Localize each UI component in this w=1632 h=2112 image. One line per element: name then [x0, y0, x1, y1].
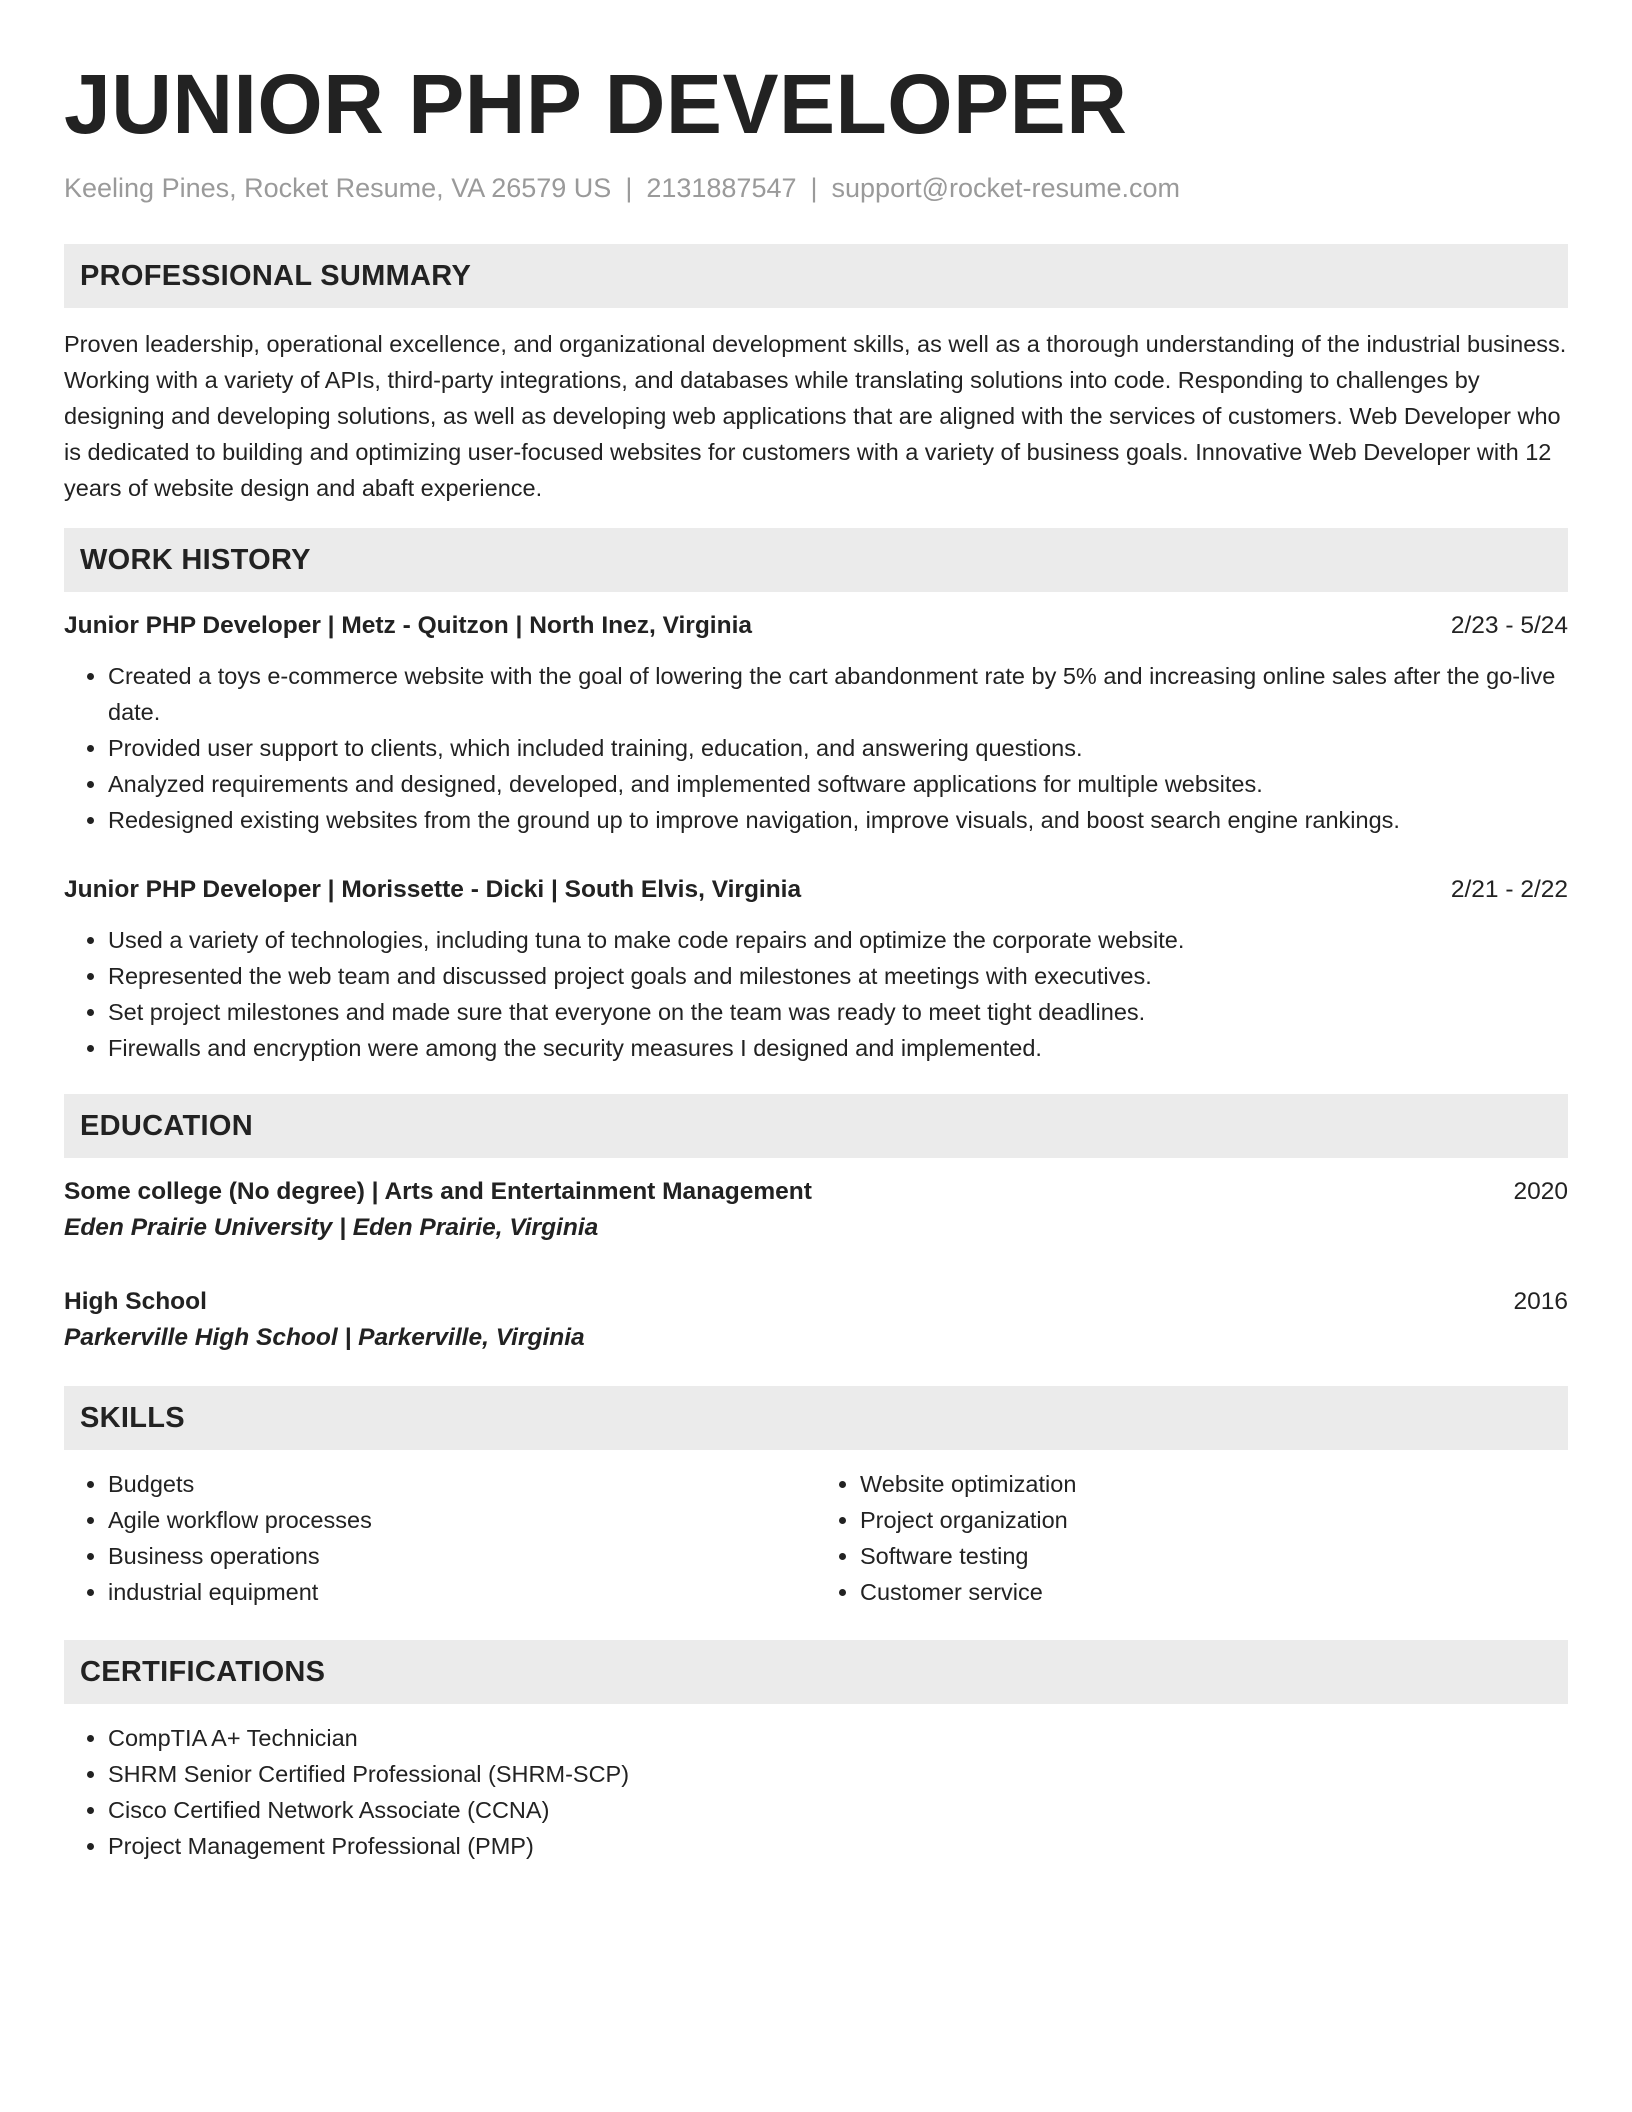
contact-address: Keeling Pines, Rocket Resume, VA 26579 US	[64, 173, 612, 203]
degree-title: High School	[64, 1288, 207, 1315]
education-header	[64, 1284, 1568, 1320]
education-entry	[64, 1284, 1568, 1356]
job-header	[64, 608, 1568, 644]
list-item: • Redesigned existing websites from the ground up to improve navigation, improve visuals, and boost search engine rankings.	[108, 802, 1568, 838]
job-entry	[64, 608, 1568, 838]
skills-column-left	[64, 1466, 816, 1610]
list-item: • Used a variety of technologies, including tuna to make code repairs and optimize the corporate website.	[108, 922, 1568, 958]
job-title: Junior PHP Developer | Metz - Quitzon | North Inez, Virginia	[64, 612, 752, 639]
school-name: Eden Prairie University | Eden Prairie, Virginia	[64, 1214, 599, 1241]
list-item: • Set project milestones and made sure that everyone on the team was ready to meet tight deadlines.	[108, 994, 1568, 1030]
job-bullets	[64, 922, 1568, 1066]
list-item: • Created a toys e-commerce website with the goal of lowering the cart abandonment rate by 5% and increasing online sales after the go-live date.	[108, 658, 1568, 730]
skills-column-right	[816, 1466, 1568, 1610]
school-name: Parkerville High School | Parkerville, Virginia	[64, 1324, 585, 1351]
list-item: • Analyzed requirements and designed, developed, and implemented software applications for multiple websites.	[108, 766, 1568, 802]
education-year: 2016	[1513, 1288, 1568, 1315]
list-item: • Project Management Professional (PMP)	[108, 1828, 1568, 1864]
contact-separator: |	[625, 173, 633, 203]
section-header-skills: SKILLS	[64, 1386, 1568, 1450]
education-year: 2020	[1513, 1178, 1568, 1205]
list-item: • Project organization	[860, 1502, 1568, 1538]
list-item: • Budgets	[108, 1466, 816, 1502]
list-item: • Represented the web team and discussed project goals and milestones at meetings with executives.	[108, 958, 1568, 994]
skills-grid	[64, 1466, 1568, 1610]
contact-email: support@rocket-resume.com	[831, 173, 1181, 203]
education-header	[64, 1174, 1568, 1210]
list-item: • Provided user support to clients, which included training, education, and answering questions.	[108, 730, 1568, 766]
certifications-list	[64, 1720, 1568, 1864]
job-dates: 2/21 - 2/22	[1450, 876, 1568, 903]
list-item: • Agile workflow processes	[108, 1502, 816, 1538]
list-item: • Business operations	[108, 1538, 816, 1574]
section-header-work-history: WORK HISTORY	[64, 528, 1568, 592]
contact-phone: 2131887547	[646, 173, 797, 203]
section-header-certifications: CERTIFICATIONS	[64, 1640, 1568, 1704]
summary-text: Proven leadership, operational excellence, and organizational development skills, as well as a thorough understanding of the industrial business. Working with a variety of APIs, third-party integrations, and databases while translating solutions into code. Responding to challenges by designing and developing solutions, as well as developing web applications that are aligned with the services of customers. Web Developer who is dedicated to building and optimizing user-focused websites for customers with a variety of business goals. Innovative Web Developer with 12 years of website design and abaft experience.	[64, 331, 1567, 501]
job-dates: 2/23 - 5/24	[1450, 612, 1568, 639]
degree-title: Some college (No degree) | Arts and Entertainment Management	[64, 1178, 812, 1205]
contact-line	[64, 170, 1568, 206]
contact-separator: |	[810, 173, 818, 203]
job-bullets	[64, 658, 1568, 838]
list-item: • Website optimization	[860, 1466, 1568, 1502]
job-header	[64, 872, 1568, 908]
list-item: • CompTIA A+ Technician	[108, 1720, 1568, 1756]
candidate-name: JUNIOR PHP DEVELOPER	[64, 57, 1128, 151]
list-item: • industrial equipment	[108, 1574, 816, 1610]
list-item: • Software testing	[860, 1538, 1568, 1574]
education-entry	[64, 1174, 1568, 1246]
list-item: • SHRM Senior Certified Professional (SHRM-SCP)	[108, 1756, 1568, 1792]
list-item: • Customer service	[860, 1574, 1568, 1610]
job-entry	[64, 872, 1568, 1066]
list-item: • Cisco Certified Network Associate (CCNA)	[108, 1792, 1568, 1828]
section-header-education: EDUCATION	[64, 1094, 1568, 1158]
section-header-summary: PROFESSIONAL SUMMARY	[64, 244, 1568, 308]
list-item: • Firewalls and encryption were among the security measures I designed and implemented.	[108, 1030, 1568, 1066]
job-title: Junior PHP Developer | Morissette - Dicki | South Elvis, Virginia	[64, 876, 802, 903]
